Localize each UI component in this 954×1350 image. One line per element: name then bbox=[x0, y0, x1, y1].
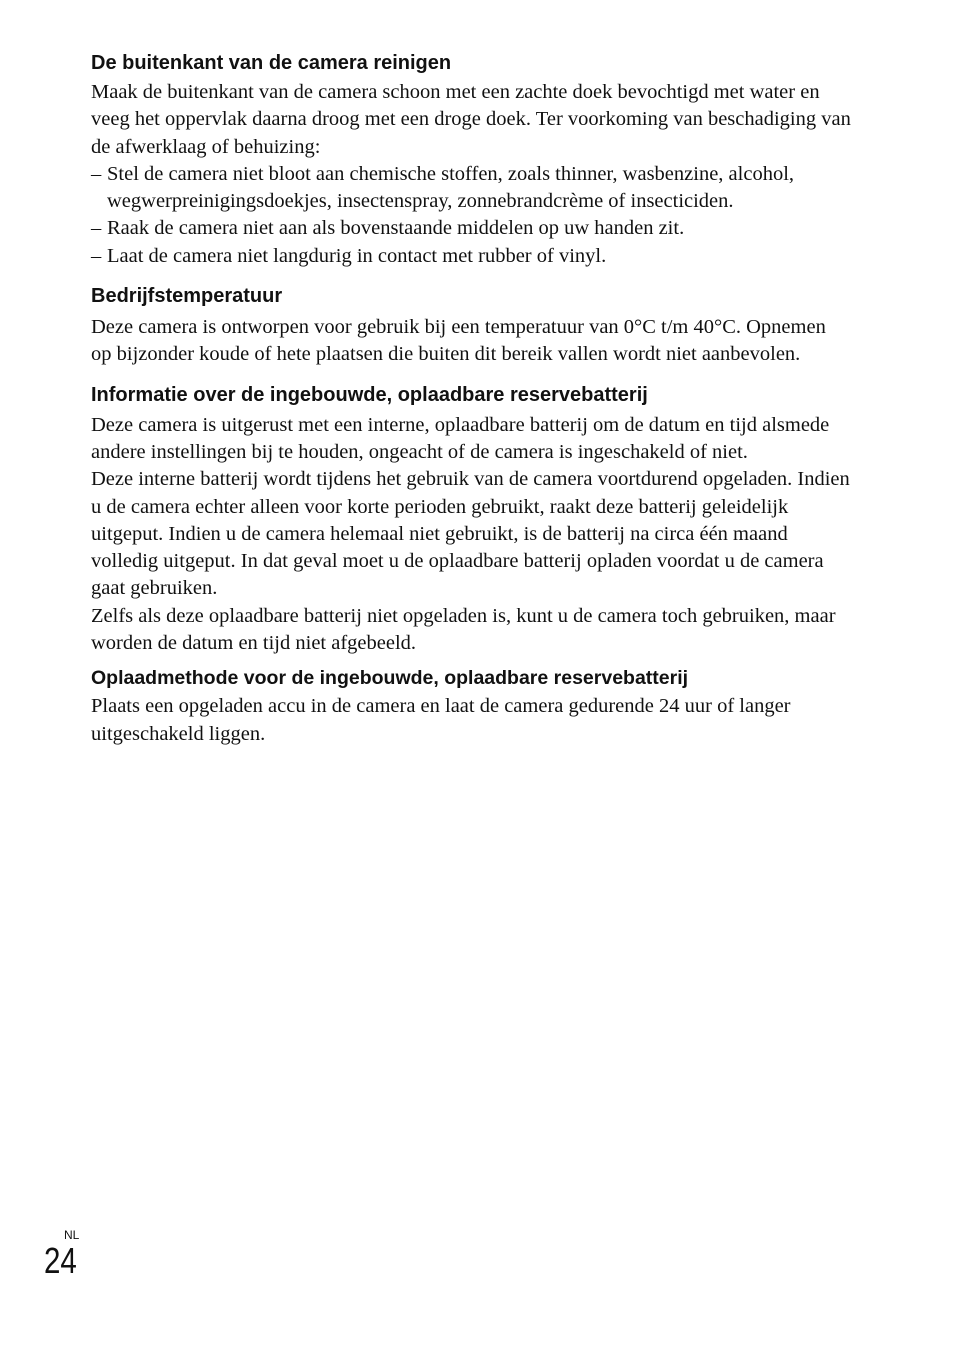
heading-operating-temperature: Bedrijfstemperatuur bbox=[91, 285, 283, 308]
language-label: NL bbox=[64, 1228, 80, 1242]
list-item-text: Stel de camera niet bloot aan chemische stoffen, zoals thinner, wasbenzine, alcohol, wegwerpreinigingsdoekjes, insectenspray, zonnebrandcrème of insecticiden. bbox=[107, 162, 795, 213]
dash-marker: – bbox=[91, 244, 102, 267]
list-item-text: Laat de camera niet langdurig in contact met rubber of vinyl. bbox=[107, 244, 607, 267]
list-item-text: Raak de camera niet aan als bovenstaande middelen op uw handen zit. bbox=[107, 217, 685, 240]
page-number: 24 bbox=[44, 1240, 77, 1281]
dash-marker: – bbox=[91, 217, 102, 240]
battery-paragraph-3: Zelfs als deze oplaadbare batterij niet opgeladen is, kunt u de camera toch gebruiken, maar worden de datum en tijd niet afgebeeld. bbox=[91, 604, 836, 655]
temperature-paragraph: Deze camera is ontworpen voor gebruik bij een temperatuur van 0°C t/m 40°C. Opnemen op bijzonder koude of hete plaatsen die buiten dit bereik vallen wordt niet aanbevolen. bbox=[91, 316, 826, 366]
charging-paragraph: Plaats een opgeladen accu in de camera en laat de camera gedurende 24 uur of langer uitgeschakeld liggen. bbox=[91, 695, 791, 745]
heading-cleaning: De buitenkant van de camera reinigen bbox=[91, 52, 452, 74]
document-page bbox=[91, 50, 851, 748]
list-item bbox=[91, 161, 851, 216]
battery-paragraph-2: Deze interne batterij wordt tijdens het gebruik van de camera voortdurend opgeladen. Indien u de camera echter alleen voor korte perioden gebruikt, raakt deze batterij geleidelijk uitgeput. Indien u de camera helemaal niet gebruikt, is de batterij na circa één maand volledig uitgeput. In dat geval moet u de oplaadbare batterij opladen voordat u de camera gaat gebruiken. bbox=[91, 468, 850, 600]
dash-marker: – bbox=[91, 162, 102, 185]
heading-charging-method: Oplaadmethode voor de ingebouwde, oplaadbare reservebatterij bbox=[91, 667, 689, 690]
list-item bbox=[91, 215, 851, 242]
cleaning-intro: Maak de buitenkant van de camera schoon met een zachte doek bevochtigd met water en veeg het oppervlak daarna droog met een droge doek. Ter voorkoming van beschadiging van de afwerklaag of behuizing: bbox=[91, 81, 851, 158]
battery-paragraph-1: Deze camera is uitgerust met een interne, oplaadbare batterij om de datum en tijd alsmede andere instellingen bij te houden, ongeacht of de camera is ingeschakeld of niet. bbox=[91, 413, 830, 463]
list-item bbox=[91, 243, 851, 270]
heading-backup-battery-info: Informatie over de ingebouwde, oplaadbare reservebatterij bbox=[91, 383, 648, 406]
cleaning-bullet-list bbox=[91, 161, 851, 270]
